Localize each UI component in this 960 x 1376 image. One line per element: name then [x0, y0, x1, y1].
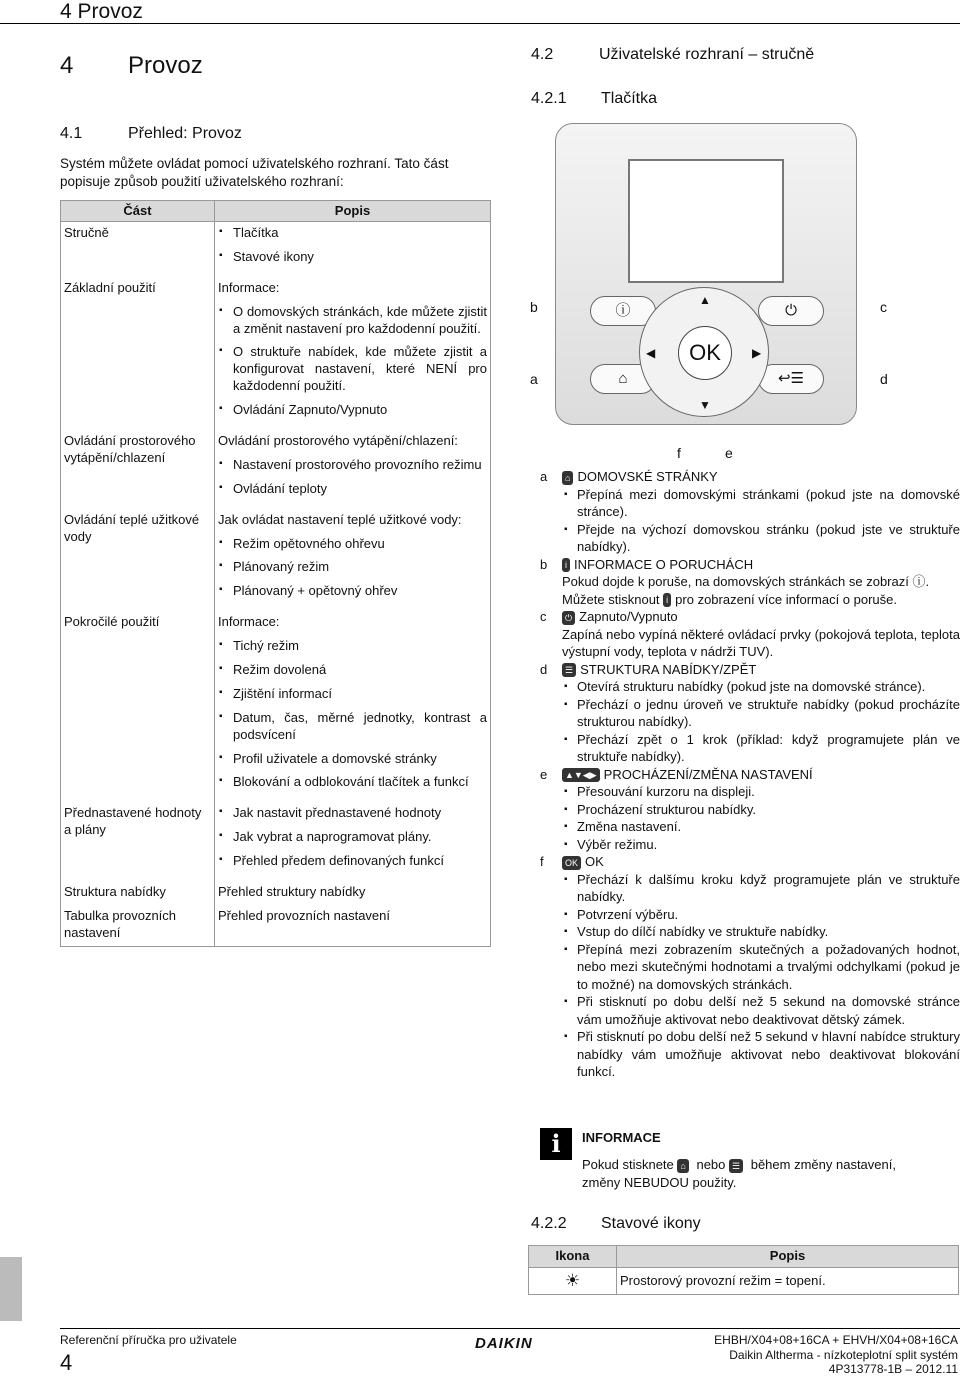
description-cell [215, 802, 491, 881]
up-arrow-button[interactable]: ▲ [699, 293, 711, 307]
list-item: ▪ Režim dovolená [218, 662, 487, 679]
description-cell: Prostorový provozní režim = topení. [617, 1268, 959, 1295]
list-item: ▪ Při stisknutí po dobu delší než 5 sekund na domovské stránce vám umožňuje aktivovat nebo deaktivovat dětský zámek. [562, 993, 960, 1028]
information-icon: i [540, 1128, 572, 1160]
ok-button[interactable]: OK [678, 326, 732, 380]
list-item: ▪ Profil uživatele a domovské stránky [218, 751, 487, 768]
list-item: ▪ Přesouvání kurzoru na displeji. [562, 783, 960, 801]
right-arrow-button[interactable]: ▶ [752, 346, 762, 360]
footer-model: EHBH/X04+08+16CA + EHVH/X04+08+16CA [714, 1333, 958, 1347]
menu-icon: ↩☰ [777, 370, 804, 387]
list-item: ▪ Tlačítka [218, 225, 487, 242]
info-text-part: změny NEBUDOU použity. [582, 1175, 737, 1190]
list-item: ▪ Procházení strukturou nabídky. [562, 801, 960, 819]
list-item: ▪ Ovládání teploty [218, 481, 487, 498]
menu-back-button[interactable] [758, 364, 824, 394]
top-header-bar [0, 0, 960, 24]
home-key-icon: ⌂ [677, 1159, 688, 1173]
table-row [61, 881, 491, 905]
entry-letter: e [540, 766, 548, 782]
description-cell [215, 611, 491, 802]
button-e-entry [540, 766, 960, 854]
table-row [529, 1268, 959, 1295]
entry-letter: c [540, 609, 547, 624]
left-arrow-button[interactable]: ◀ [646, 346, 656, 360]
list-item: ▪ Blokování a odblokování tlačítek a funkcí [218, 774, 487, 791]
button-descriptions [540, 468, 960, 1081]
button-a-entry [540, 468, 960, 556]
footer-right [714, 1333, 958, 1376]
chapter-number: 4 [60, 52, 74, 79]
info-text-part: během změny nastavení, [750, 1157, 896, 1172]
list-item: ▪ Přejde na výchozí domovskou stránku (pokud jste ve struktuře nabídky). [562, 521, 960, 556]
daikin-logo: DAIKIN [475, 1335, 533, 1352]
info-key-icon: i [562, 558, 570, 572]
entry-text: Můžete stisknout [562, 591, 660, 607]
col-header-description: Popis [215, 201, 491, 222]
section-title: Tlačítka [601, 90, 658, 107]
remote-controller [555, 123, 857, 425]
menu-key-icon: ☰ [562, 663, 576, 677]
section-4-1-heading [60, 124, 242, 145]
part-cell: Ovládání teplé užitkové vody [61, 509, 215, 612]
info-title: INFORMACE [582, 1130, 661, 1145]
entry-title: INFORMACE O PORUCHÁCH [574, 556, 754, 572]
list-item: ▪ Přechází o jednu úroveň ve struktuře nabídky (pokud procházíte strukturou nabídky). [562, 696, 960, 731]
label-c: c [880, 299, 887, 315]
entry-letter: f [540, 854, 544, 869]
button-f-entry [540, 853, 960, 1081]
info-text-part: nebo [696, 1157, 726, 1172]
label-e: e [725, 445, 733, 461]
footer-code: 4P313778-1B – 2012.11 [828, 1362, 958, 1376]
table-row [61, 430, 491, 509]
power-icon: ⏻ [785, 302, 797, 319]
chapter-heading [60, 50, 203, 81]
info-text [582, 1156, 960, 1192]
label-f: f [677, 445, 681, 461]
list-item: ▪ Přepíná mezi zobrazením skutečných a požadovaných hodnot, nebo mezi skutečnými hodnotami a trvalými odchylkami (pokud je to možné) na domovských stránkách. [562, 941, 960, 994]
label-a: a [530, 371, 538, 387]
sun-icon: ☀ [529, 1268, 617, 1295]
section-4-2-heading [531, 45, 814, 66]
part-cell: Tabulka provozních nastavení [61, 905, 215, 946]
part-cell: Struktura nabídky [61, 881, 215, 905]
list-item: ▪ Přepíná mezi domovskými stránkami (pokud jste na domovské stránce). [562, 486, 960, 521]
page-number: 4 [60, 1350, 73, 1375]
section-4-2-2-heading [531, 1214, 701, 1235]
section-number: 4.2.1 [531, 90, 567, 107]
list-item: ▪ Datum, čas, měrné jednotky, kontrast a podsvícení [218, 710, 487, 744]
button-d-entry [540, 661, 960, 766]
intro-paragraph: Systém můžete ovládat pomocí uživatelského rozhraní. Tato část popisuje způsob použití uživatelského rozhraní: [60, 156, 449, 189]
list-item: ▪ Stavové ikony [218, 249, 487, 266]
overview-table [60, 200, 491, 947]
side-tab-marker [0, 1257, 22, 1321]
list-item: ▪ O struktuře nabídek, kde můžete zjistit a konfigurovat nastavení, které NENÍ pro každodenní použití. [218, 344, 487, 395]
page-footer [60, 1328, 960, 1376]
info-icon: ⓘ [615, 302, 631, 319]
lead-text: Jak ovládat nastavení teplé užitkové vody: [218, 511, 462, 527]
list-item: ▪ Potvrzení výběru. [562, 906, 960, 924]
entry-letter: a [540, 469, 548, 484]
entry-letter: b [540, 556, 548, 572]
label-b: b [530, 299, 538, 315]
entry-text: Pokud dojde k poruše, na domovských stránkách se zobrazí ⓘ. [562, 574, 930, 589]
list-item: ▪ Přechází zpět o 1 krok (příklad: když programujete plán ve struktuře nabídky). [562, 731, 960, 766]
description-cell [215, 430, 491, 509]
entry-title: STRUKTURA NABÍDKY/ZPĚT [580, 661, 757, 677]
entry-letter: d [540, 661, 548, 677]
part-cell: Ovládání prostorového vytápění/chlazení [61, 430, 215, 509]
list-item: ▪ Vstup do dílčí nabídky ve struktuře nabídky. [562, 923, 960, 941]
info-key-icon: i [663, 593, 671, 607]
lead-text: Informace: [218, 614, 280, 630]
list-item: ▪ Při stisknutí po dobu delší než 5 sekund v hlavní nabídce struktury nabídky vám umožňuje aktivovat nebo deaktivovat blokování funkcí. [562, 1028, 960, 1081]
lead-text: Informace: [218, 279, 280, 295]
entry-title: OK [585, 854, 604, 869]
entry-title: Zapnuto/Vypnuto [579, 609, 678, 624]
entry-title: DOMOVSKÉ STRÁNKY [577, 469, 718, 484]
home-icon: ⌂ [618, 370, 628, 387]
list-item: ▪ Změna nastavení. [562, 818, 960, 836]
description-cell [215, 222, 491, 277]
lead-text: Ovládání prostorového vytápění/chlazení: [218, 433, 458, 449]
list-item: ▪ Tichý režim [218, 638, 487, 655]
button-c-entry [540, 608, 960, 661]
list-item: ▪ Nastavení prostorového provozního režimu [218, 457, 487, 474]
section-title: Uživatelské rozhraní – stručně [599, 46, 815, 63]
entry-title: PROCHÁZENÍ/ZMĚNA NASTAVENÍ [603, 766, 813, 782]
home-key-icon: ⌂ [562, 471, 573, 485]
list-item: ▪ O domovských stránkách, kde můžete zjistit a změnit nastavení pro každodenní použití. [218, 304, 487, 338]
part-cell: Stručně [61, 222, 215, 277]
list-item: ▪ Jak nastavit přednastavené hodnoty [218, 805, 487, 822]
list-item: ▪ Přechází k dalšímu kroku když programujete plán ve struktuře nabídky. [562, 871, 960, 906]
chapter-title: Provoz [128, 52, 203, 79]
section-4-2-1-heading [531, 89, 657, 110]
list-item: ▪ Zjištění informací [218, 686, 487, 703]
table-row [61, 611, 491, 802]
description-cell [215, 277, 491, 430]
list-item: ▪ Otevírá strukturu nabídky (pokud jste na domovské stránce). [562, 678, 960, 696]
button-b-entry [540, 556, 960, 609]
table-row [61, 222, 491, 277]
status-icons-table [528, 1245, 959, 1295]
menu-key-icon: ☰ [729, 1159, 743, 1173]
description-cell: Přehled provozních nastavení [215, 905, 491, 946]
list-item: ▪ Plánovaný režim [218, 559, 487, 576]
display-screen [628, 159, 784, 283]
part-cell: Pokročilé použití [61, 611, 215, 802]
footer-doc-title: Referenční příručka pro uživatele [60, 1333, 237, 1347]
col-header-description: Popis [617, 1246, 959, 1268]
table-row [61, 277, 491, 430]
part-cell: Základní použití [61, 277, 215, 430]
top-header-title: 4 Provoz [60, 0, 143, 23]
section-title: Stavové ikony [601, 1215, 701, 1232]
power-key-icon: ⏻ [562, 611, 575, 625]
info-text-part: Pokud stisknete [582, 1157, 674, 1172]
description-cell [215, 509, 491, 612]
list-item: ▪ Ovládání Zapnuto/Vypnuto [218, 402, 487, 419]
label-d: d [880, 371, 888, 387]
section-title: Přehled: Provoz [128, 125, 242, 142]
list-item: ▪ Jak vybrat a naprogramovat plány. [218, 829, 487, 846]
arrow-keys-icon: ▲▼◀▶ [562, 768, 600, 782]
description-cell: Přehled struktury nabídky [215, 881, 491, 905]
table-row [61, 802, 491, 881]
col-header-part: Část [61, 201, 215, 222]
section-number: 4.1 [60, 125, 83, 142]
entry-text: pro zobrazení více informací o poruše. [675, 591, 898, 607]
footer-product: Daikin Altherma - nízkoteplotní split systém [729, 1347, 958, 1362]
ok-key-icon: OK [562, 856, 581, 870]
list-item: ▪ Přehled předem definovaných funkcí [218, 853, 487, 870]
list-item: ▪ Režim opětovného ohřevu [218, 536, 487, 553]
entry-text: Zapíná nebo vypíná některé ovládací prvky (pokojová teplota, teplota výstupní vody, teplota v nádrži TUV). [562, 626, 960, 659]
col-header-icon: Ikona [529, 1246, 617, 1268]
section-number: 4.2 [531, 46, 554, 63]
table-row [61, 905, 491, 946]
section-number: 4.2.2 [531, 1215, 567, 1232]
list-item: ▪ Výběr režimu. [562, 836, 960, 854]
power-button[interactable] [758, 296, 824, 326]
navigation-pad [639, 287, 769, 417]
info-note [540, 1128, 960, 1196]
part-cell: Přednastavené hodnoty a plány [61, 802, 215, 881]
table-row [61, 509, 491, 612]
list-item: ▪ Plánovaný + opětovný ohřev [218, 583, 487, 600]
down-arrow-button[interactable]: ▼ [699, 398, 711, 412]
